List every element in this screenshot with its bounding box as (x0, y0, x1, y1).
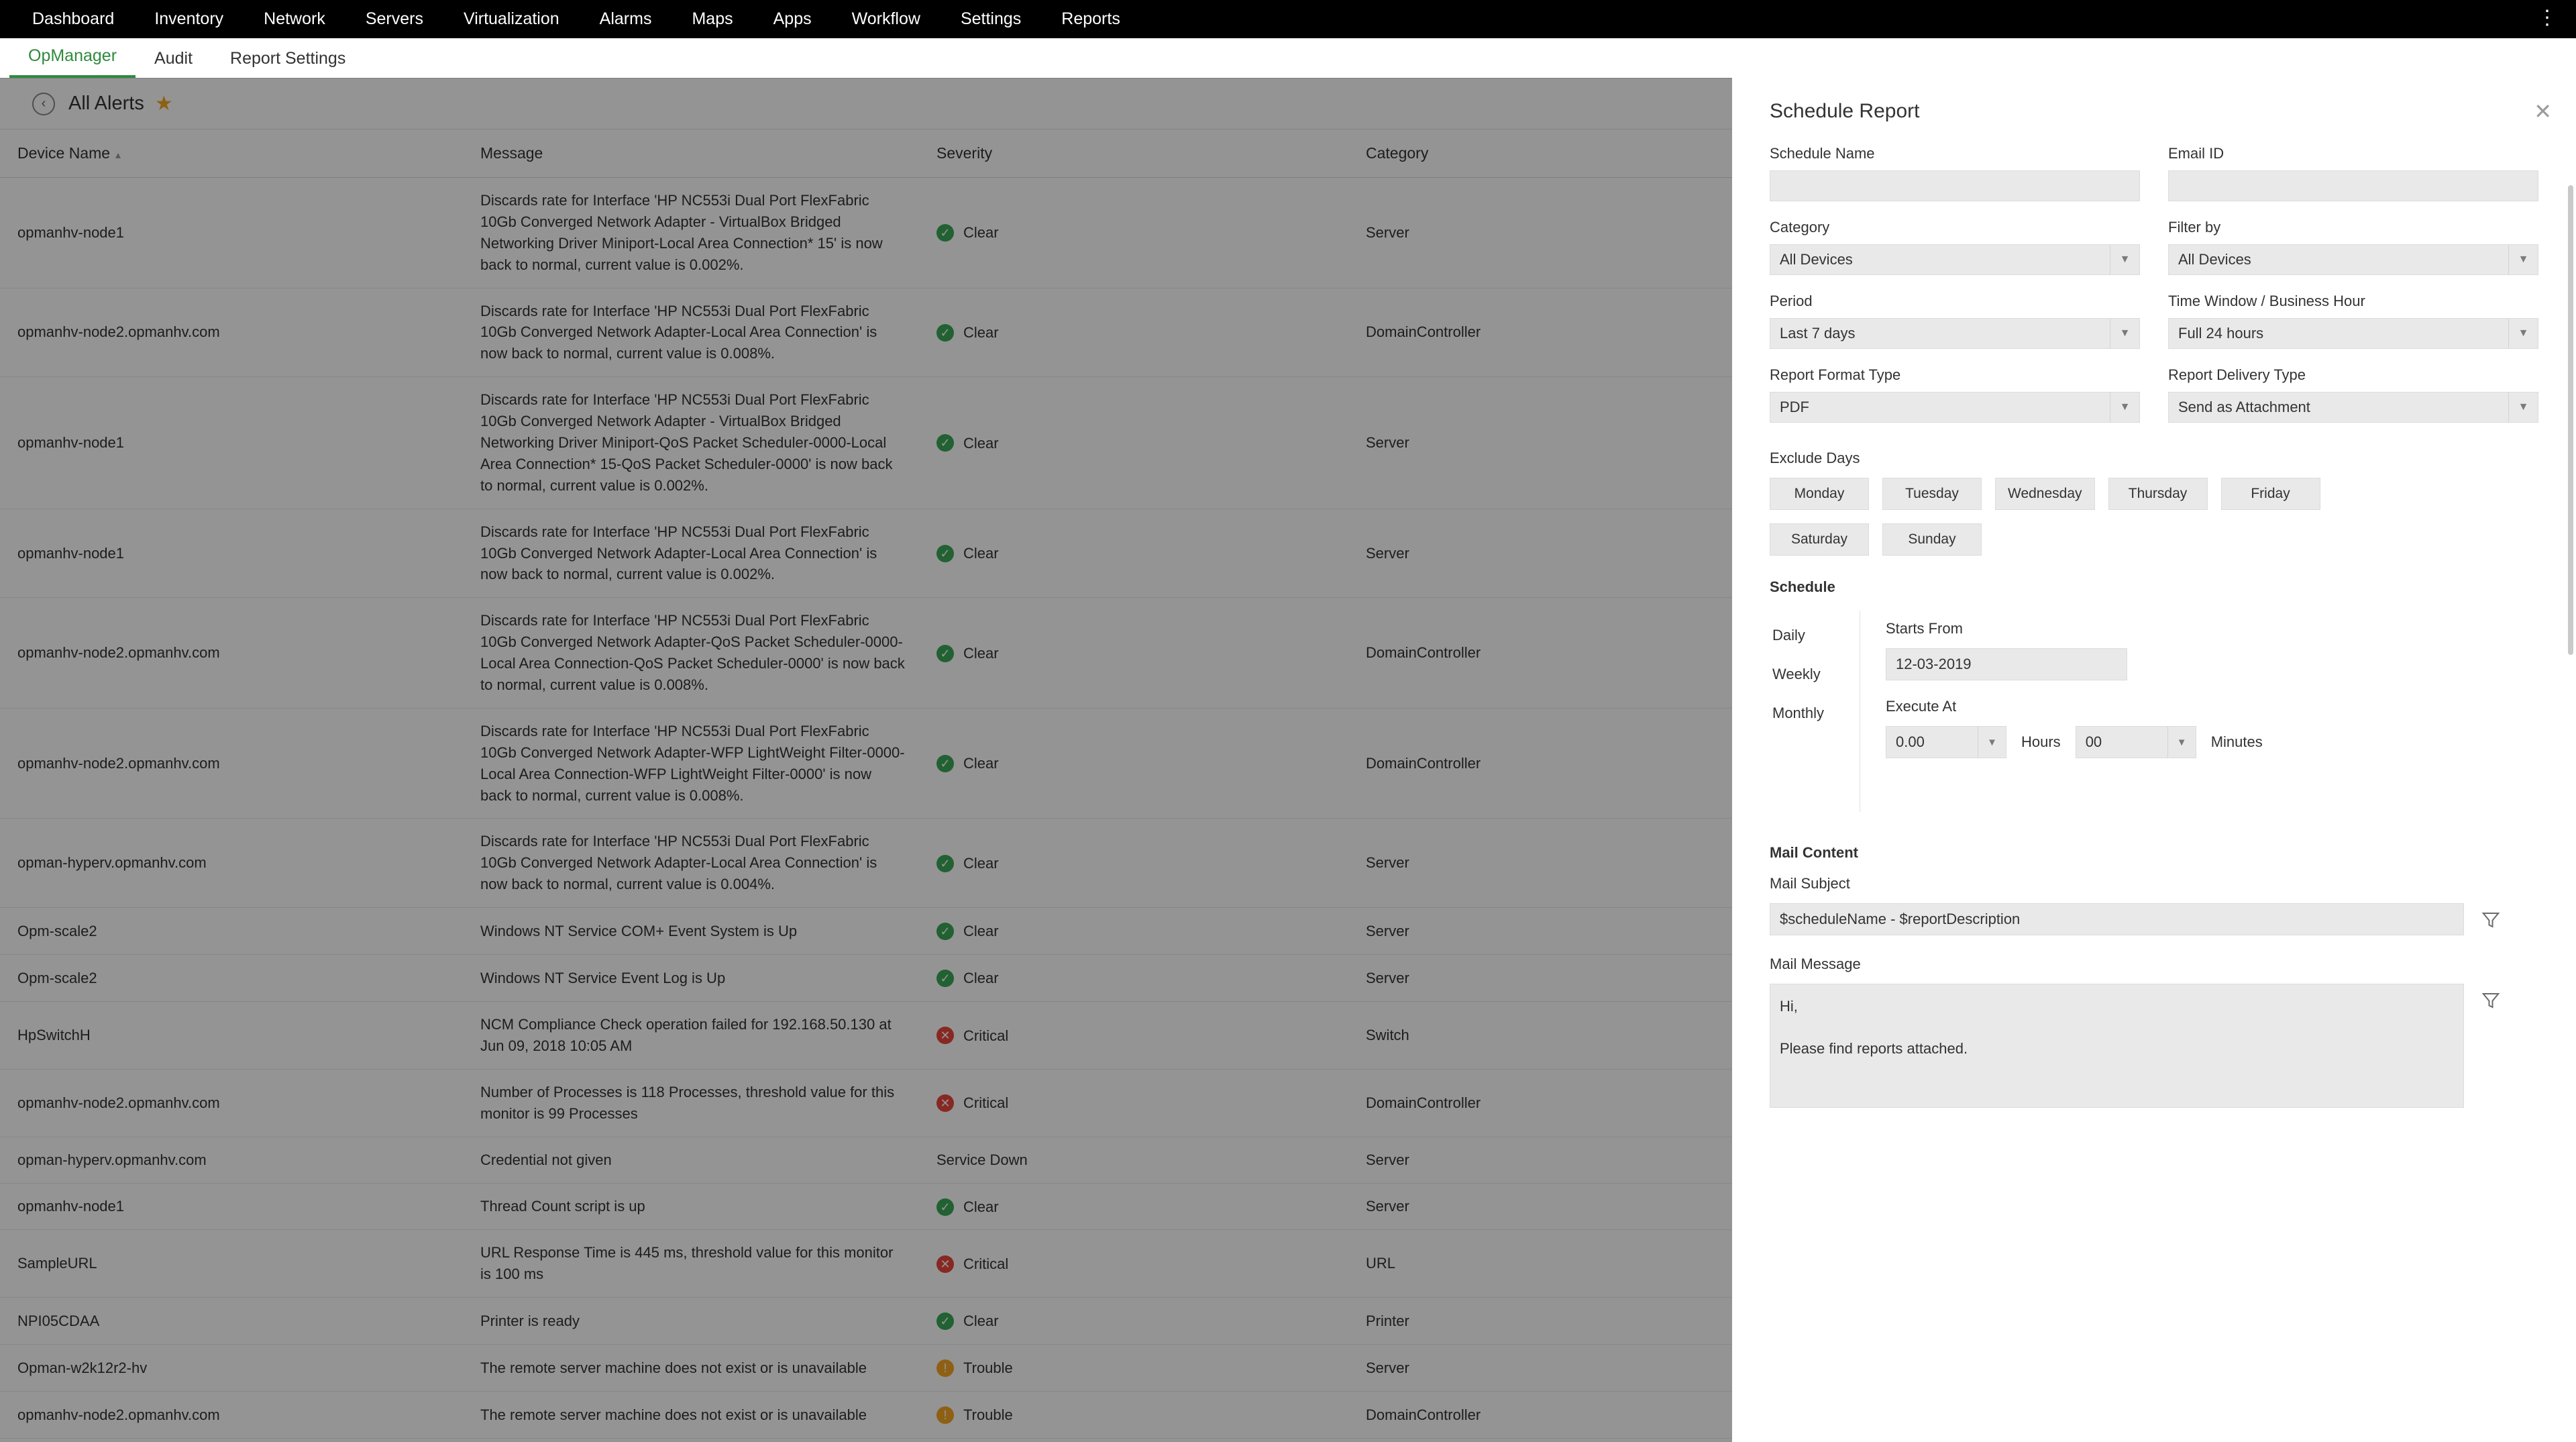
cell-category: Server (1348, 1183, 2576, 1230)
chevron-down-icon[interactable]: ▼ (2110, 319, 2139, 348)
cell-message: Windows NT Service Event Log is Up (463, 955, 919, 1002)
close-icon[interactable]: ✕ (2534, 99, 2552, 123)
filter-by-select-value: All Devices (2178, 251, 2251, 268)
field-schedule-name (1770, 145, 2140, 201)
cell-message: NCM Compliance Check operation failed for 192.168.50.130 at Jun 09, 2018 10:05 AM (463, 1002, 919, 1070)
cell-device-name: SampleURL (0, 1230, 463, 1298)
cell-severity (919, 1392, 1348, 1439)
tab-report-settings[interactable]: Report Settings (230, 49, 346, 68)
cell-severity (919, 598, 1348, 709)
nav-item-inventory[interactable]: Inventory (154, 9, 224, 28)
severity-label: Clear (963, 644, 999, 662)
cell-device-name: opman-hyperv.opmanhv.com (0, 1137, 463, 1183)
cell-device-name: opmanhv-node1 (0, 377, 463, 509)
schedule-tab-monthly[interactable]: Monthly (1772, 705, 1825, 721)
severity-clear-icon: ✓ (936, 645, 954, 662)
column-header-device-name[interactable] (0, 130, 463, 178)
mail-message-line-2: Please find reports attached. (1780, 1040, 1968, 1058)
cell-device-name: opmanhv-node2.opmanhv.com (0, 598, 463, 709)
column-header-message[interactable]: Message (463, 130, 919, 178)
cell-category: Server (1348, 819, 2576, 908)
severity-clear-icon: ✓ (936, 224, 954, 242)
cell-message: Windows NT Service COM+ Event System is Up (463, 908, 919, 955)
severity-label: Clear (963, 970, 999, 987)
severity-label: Clear (963, 923, 999, 940)
severity-clear-icon: ✓ (936, 1312, 954, 1330)
severity-label: Clear (963, 224, 999, 242)
mail-message-field (1770, 984, 2538, 1108)
column-header-device-name-label: Device Name (17, 144, 111, 162)
category-select-value: All Devices (1780, 251, 1853, 268)
cell-device-name: HpSwitchH (0, 1002, 463, 1070)
nav-item-network[interactable]: Network (264, 9, 325, 28)
schedule-name-input[interactable] (1770, 170, 2140, 201)
chevron-down-icon[interactable]: ▼ (2167, 727, 2196, 758)
nav-item-settings[interactable]: Settings (960, 9, 1022, 28)
severity-clear-icon: ✓ (936, 1198, 954, 1216)
starts-from-date-input[interactable]: 12-03-2019 (1886, 648, 2127, 680)
time-window-select-value: Full 24 hours (2178, 325, 2264, 342)
severity-label: Clear (963, 1198, 999, 1215)
filter-funnel-icon[interactable] (2481, 910, 2501, 930)
field-period (1770, 293, 2140, 349)
label-mail-content: Mail Content (1770, 844, 1858, 861)
label-mail-subject: Mail Subject (1770, 875, 1850, 892)
label-period: Period (1770, 293, 1813, 309)
nav-item-alarms[interactable]: Alarms (599, 9, 652, 28)
severity-label: Clear (963, 434, 999, 452)
cell-category: Server (1348, 1137, 2576, 1183)
mail-message-textarea[interactable] (1770, 984, 2464, 1108)
label-minutes: Minutes (2210, 733, 2263, 750)
label-schedule-name: Schedule Name (1770, 145, 1875, 162)
cell-severity (919, 1345, 1348, 1392)
severity-label: Clear (963, 854, 999, 872)
field-report-delivery-type (2168, 366, 2538, 423)
day-toggle-tuesday[interactable]: Tuesday (1882, 478, 1982, 510)
cell-severity (919, 178, 1348, 289)
cell-severity (919, 819, 1348, 908)
form-row-name-email (1770, 145, 2538, 219)
category-select[interactable] (1770, 244, 2140, 275)
panel-body (1732, 145, 2576, 1108)
cell-device-name: NPI05CDAA (0, 1298, 463, 1345)
cell-category: Switch (1348, 1002, 2576, 1070)
chevron-down-icon[interactable]: ▼ (2110, 245, 2139, 274)
favorite-star-icon[interactable]: ★ (154, 93, 173, 115)
severity-label: Clear (963, 1312, 999, 1330)
cell-category: DomainController (1348, 1069, 2576, 1137)
panel-header (1732, 78, 2576, 145)
label-mail-message: Mail Message (1770, 956, 1861, 972)
severity-label: Service Down (936, 1151, 1028, 1168)
cell-device-name: Opm-scale2 (0, 908, 463, 955)
severity-clear-icon: ✓ (936, 970, 954, 987)
cell-message: Discards rate for Interface 'HP NC553i Dual Port FlexFabric 10Gb Converged Network Adapter-QoS Packet Scheduler-0000-Local Area Connection-QoS Packet Scheduler-0000' is now back to normal, current value is 0.008%. (463, 598, 919, 709)
execute-at-row (1886, 726, 2538, 758)
severity-clear-icon: ✓ (936, 434, 954, 452)
cell-message: Printer is ready (463, 1298, 919, 1345)
cell-category: Server (1348, 509, 2576, 598)
cell-message: Number of Processes is 118 Processes, threshold value for this monitor is 99 Processes (463, 1069, 919, 1137)
day-toggle-saturday[interactable]: Saturday (1770, 523, 1869, 556)
nav-item-virtualization[interactable]: Virtualization (463, 9, 559, 28)
severity-label: Critical (963, 1027, 1009, 1044)
cell-message: Discards rate for Interface 'HP NC553i Dual Port FlexFabric 10Gb Converged Network Adapter-Local Area Connection' is now back to normal, current value is 0.002%. (463, 509, 919, 598)
tab-audit[interactable]: Audit (154, 49, 193, 68)
label-report-delivery-type: Report Delivery Type (2168, 366, 2306, 383)
form-row-format-delivery (1770, 366, 2538, 440)
label-time-window: Time Window / Business Hour (2168, 293, 2365, 309)
cell-category: DomainController (1348, 598, 2576, 709)
severity-clear-icon: ✓ (936, 755, 954, 772)
schedule-details (1860, 611, 2538, 812)
severity-clear-icon: ✓ (936, 855, 954, 872)
cell-severity (919, 1230, 1348, 1298)
execute-hours-value: 0.00 (1896, 733, 1925, 750)
day-toggle-sunday[interactable]: Sunday (1882, 523, 1982, 556)
cell-message: Discards rate for Interface 'HP NC553i Dual Port FlexFabric 10Gb Converged Network Adapter-Local Area Connection' is now back to normal, current value is 0.008%. (463, 288, 919, 377)
severity-critical-icon: ✕ (936, 1255, 954, 1273)
nav-item-dashboard[interactable]: Dashboard (32, 9, 115, 28)
severity-critical-icon: ✕ (936, 1094, 954, 1112)
severity-label: Clear (963, 323, 999, 341)
cell-device-name: opmanhv-node2.opmanhv.com (0, 708, 463, 819)
time-window-select[interactable] (2168, 318, 2538, 349)
sub-navigation-bar (0, 38, 2576, 79)
form-row-category-filter (1770, 219, 2538, 293)
cell-message: Thread Count script is up (463, 1183, 919, 1230)
severity-label: Clear (963, 545, 999, 562)
schedule-section (1770, 611, 2538, 812)
severity-trouble-icon: ! (936, 1359, 954, 1377)
cell-category: URL (1348, 1230, 2576, 1298)
cell-severity (919, 708, 1348, 819)
field-filter-by (2168, 219, 2538, 275)
nav-item-workflow[interactable]: Workflow (851, 9, 920, 28)
report-delivery-select-value: Send as Attachment (2178, 399, 2310, 415)
label-schedule-section: Schedule (1770, 578, 1835, 595)
execute-hours-select[interactable] (1886, 726, 2006, 758)
severity-label: Clear (963, 755, 999, 772)
day-toggle-thursday[interactable]: Thursday (2108, 478, 2208, 510)
page-title: All Alerts (68, 93, 144, 114)
schedule-tab-weekly[interactable]: Weekly (1772, 666, 1821, 682)
label-execute-at: Execute At (1886, 698, 1957, 715)
cell-severity (919, 1137, 1348, 1183)
field-category (1770, 219, 2140, 275)
severity-clear-icon: ✓ (936, 545, 954, 562)
cell-category: Server (1348, 1345, 2576, 1392)
chevron-down-icon[interactable]: ▼ (2508, 319, 2538, 348)
day-toggle-wednesday[interactable]: Wednesday (1995, 478, 2095, 510)
execute-minutes-select[interactable] (2076, 726, 2196, 758)
cell-severity (919, 288, 1348, 377)
top-navigation-bar (0, 0, 2576, 38)
chevron-down-icon[interactable]: ▼ (2508, 245, 2538, 274)
mail-message-spacer (1780, 1019, 2454, 1036)
panel-title: Schedule Report (1770, 100, 1920, 122)
tab-opmanager[interactable]: OpManager (9, 46, 136, 78)
cell-device-name: Opm-scale2 (0, 955, 463, 1002)
period-select-value: Last 7 days (1780, 325, 1856, 342)
cell-category: Server (1348, 908, 2576, 955)
field-time-window (2168, 293, 2538, 349)
cell-severity (919, 1069, 1348, 1137)
day-toggle-monday[interactable]: Monday (1770, 478, 1869, 510)
column-header-severity[interactable]: Severity (919, 130, 1348, 178)
cell-device-name: opmanhv-node2.opmanhv.com (0, 1392, 463, 1439)
cell-message: Credential not given (463, 1137, 919, 1183)
cell-device-name: Opman-w2k12r2-hv (0, 1345, 463, 1392)
cell-category: DomainController (1348, 1392, 2576, 1439)
chevron-down-icon[interactable]: ▼ (2110, 393, 2139, 422)
cell-severity (919, 1298, 1348, 1345)
execute-minutes-value: 00 (2085, 733, 2102, 750)
cell-message: URL Response Time is 445 ms, threshold value for this monitor is 100 ms (463, 1230, 919, 1298)
cell-message: Discards rate for Interface 'HP NC553i Dual Port FlexFabric 10Gb Converged Network Adapter-Local Area Connection' is now back to normal, current value is 0.004%. (463, 819, 919, 908)
cell-message: The remote server machine does not exist or is unavailable (463, 1392, 919, 1439)
label-report-format-type: Report Format Type (1770, 366, 1901, 383)
cell-device-name: opmanhv-node2.opmanhv.com (0, 288, 463, 377)
report-format-select[interactable] (1770, 392, 2140, 423)
report-delivery-select[interactable] (2168, 392, 2538, 423)
report-format-select-value: PDF (1780, 399, 1809, 415)
cell-device-name: opmanhv-node1 (0, 509, 463, 598)
chevron-down-icon[interactable]: ▼ (1978, 727, 2006, 758)
cell-device-name: opmanhv-node2.opmanhv.com (0, 1069, 463, 1137)
label-exclude-days: Exclude Days (1770, 450, 1860, 466)
nav-item-reports[interactable]: Reports (1061, 9, 1120, 28)
filter-funnel-icon[interactable] (2481, 990, 2501, 1011)
severity-critical-icon: ✕ (936, 1027, 954, 1044)
cell-category: DomainController (1348, 708, 2576, 819)
column-header-category[interactable]: Category (1348, 130, 2576, 178)
sort-ascending-icon: ▴ (115, 150, 121, 161)
cell-severity (919, 955, 1348, 1002)
nav-item-maps[interactable]: Maps (692, 9, 733, 28)
back-arrow-icon[interactable]: ‹ (32, 93, 55, 115)
cell-severity (919, 908, 1348, 955)
label-hours: Hours (2021, 733, 2061, 750)
form-row-period-timewindow (1770, 293, 2538, 366)
cell-message: Discards rate for Interface 'HP NC553i Dual Port FlexFabric 10Gb Converged Network Adapter - VirtualBox Bridged Networking Driver Miniport-Local Area Connection* 15' is now back to normal, current value is 0.002%. (463, 178, 919, 289)
mail-subject-field (1770, 903, 2538, 935)
cell-message: The remote server machine does not exist or is unavailable (463, 1345, 919, 1392)
day-toggle-friday[interactable]: Friday (2221, 478, 2320, 510)
cell-category: Printer (1348, 1298, 2576, 1345)
label-filter-by: Filter by (2168, 219, 2221, 236)
nav-item-apps[interactable]: Apps (773, 9, 812, 28)
cell-category: Server (1348, 178, 2576, 289)
severity-clear-icon: ✓ (936, 923, 954, 940)
overflow-menu-icon[interactable]: ⋮ (2537, 7, 2557, 29)
severity-label: Critical (963, 1094, 1009, 1112)
cell-message: Discards rate for Interface 'HP NC553i Dual Port FlexFabric 10Gb Converged Network Adapter - VirtualBox Bridged Networking Driver Miniport-QoS Packet Scheduler-0000-Local Area Connection* 15-QoS Packet Scheduler-0000' is now back to normal, current value is 0.002%. (463, 377, 919, 509)
email-id-input[interactable] (2168, 170, 2538, 201)
label-category: Category (1770, 219, 1830, 236)
chevron-down-icon[interactable]: ▼ (2508, 393, 2538, 422)
schedule-report-panel (1732, 78, 2576, 1442)
cell-severity (919, 509, 1348, 598)
cell-category: Server (1348, 955, 2576, 1002)
schedule-tab-daily[interactable]: Daily (1772, 627, 1805, 643)
cell-severity (919, 1183, 1348, 1230)
cell-severity (919, 377, 1348, 509)
label-starts-from: Starts From (1886, 620, 1963, 637)
nav-item-servers[interactable]: Servers (365, 9, 423, 28)
severity-trouble-icon: ! (936, 1406, 954, 1424)
cell-severity (919, 1002, 1348, 1070)
exclude-days-group (1770, 478, 2373, 556)
mail-subject-input[interactable]: $scheduleName - $reportDescription (1770, 903, 2464, 935)
schedule-frequency-tabs (1770, 611, 1860, 812)
cell-category: Server (1348, 377, 2576, 509)
mail-message-line-1: Hi, (1780, 998, 1798, 1015)
severity-label: Trouble (963, 1359, 1013, 1377)
field-email-id (2168, 145, 2538, 201)
label-email-id: Email ID (2168, 145, 2224, 162)
field-report-format-type (1770, 366, 2140, 423)
cell-device-name: opmanhv-node1 (0, 1183, 463, 1230)
cell-category: DomainController (1348, 288, 2576, 377)
period-select[interactable] (1770, 318, 2140, 349)
cell-device-name: opman-hyperv.opmanhv.com (0, 819, 463, 908)
filter-by-select[interactable] (2168, 244, 2538, 275)
cell-message: Discards rate for Interface 'HP NC553i Dual Port FlexFabric 10Gb Converged Network Adapter-WFP LightWeight Filter-0000-Local Area Connection-WFP LightWeight Filter-0000' is now back to normal, current value is 0.008%. (463, 708, 919, 819)
panel-scrollbar[interactable] (2568, 185, 2573, 655)
severity-label: Critical (963, 1255, 1009, 1272)
severity-label: Trouble (963, 1406, 1013, 1424)
severity-clear-icon: ✓ (936, 324, 954, 342)
cell-device-name: opmanhv-node1 (0, 178, 463, 289)
